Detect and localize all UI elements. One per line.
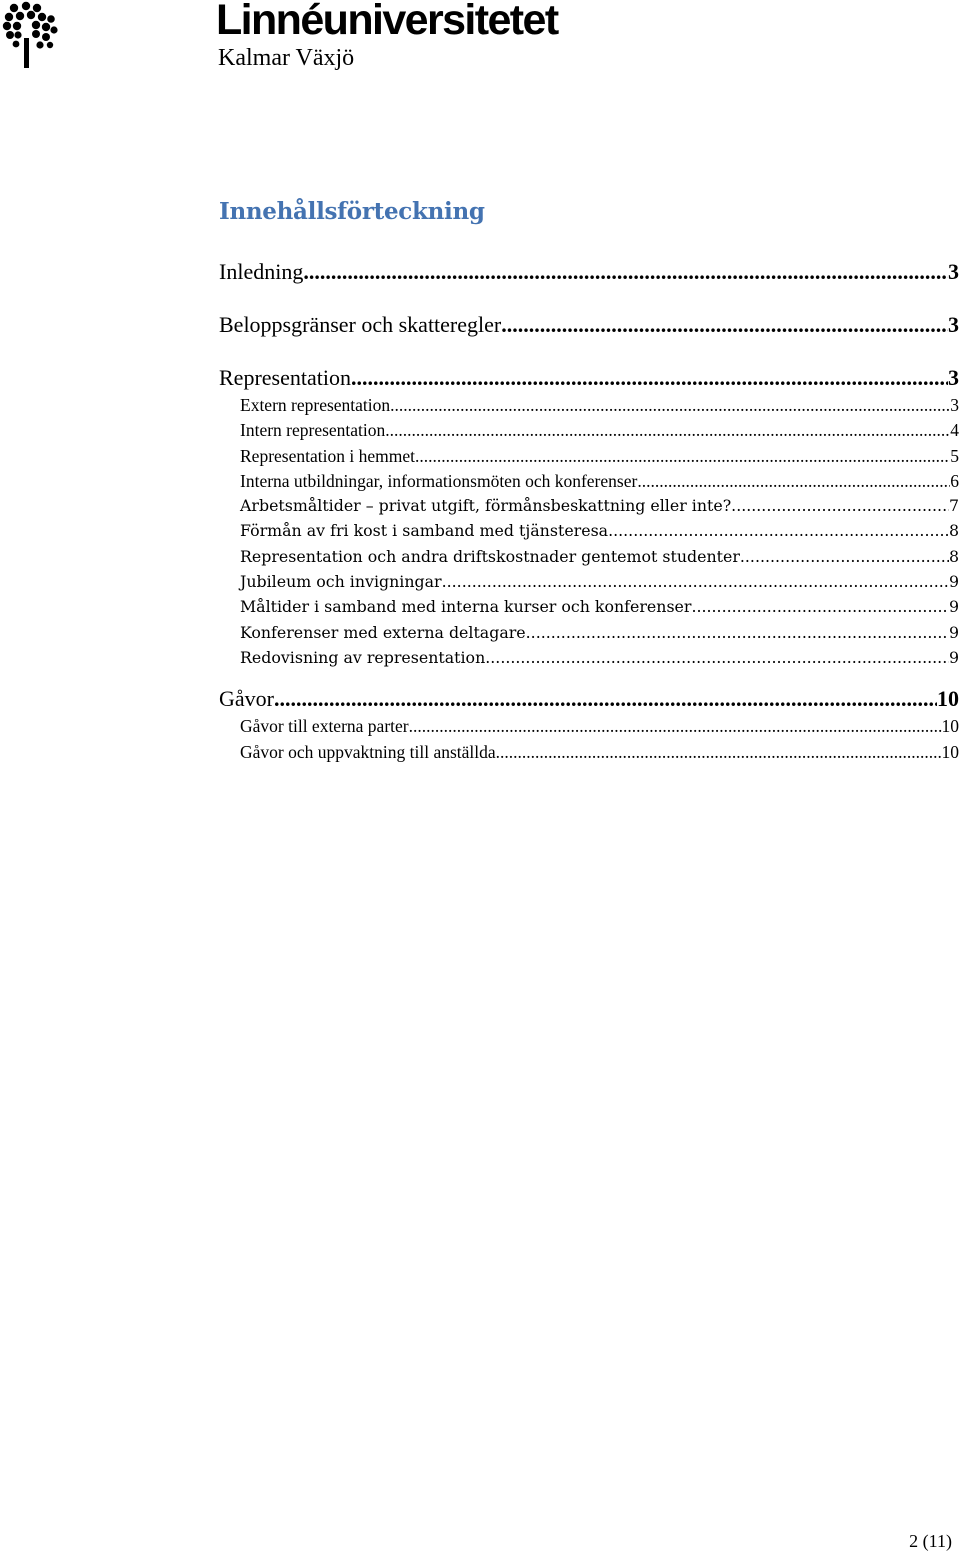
toc-dot-leader xyxy=(731,495,949,517)
toc-subentry-page: 9 xyxy=(948,597,959,617)
page-number: 2 (11) xyxy=(909,1531,952,1551)
toc-subentry[interactable] xyxy=(219,495,959,520)
toc-subentry-page: 10 xyxy=(941,741,959,762)
toc-title: Innehållsförteckning xyxy=(219,198,485,225)
toc-subentry[interactable] xyxy=(219,647,959,672)
toc-dot-leader xyxy=(303,258,948,286)
toc-subentry[interactable] xyxy=(219,715,959,740)
toc-subentry-label: Arbetsmåltider – privat utgift, förmånsbeskattning eller inte? xyxy=(240,496,732,516)
toc-subentry-label: Representation i hemmet xyxy=(240,445,415,466)
toc-dot-leader xyxy=(390,394,950,416)
toc-dot-leader xyxy=(415,445,950,467)
toc-dot-leader xyxy=(385,419,950,441)
toc-subentry-page: 4 xyxy=(950,420,959,441)
toc-entry-page: 3 xyxy=(948,365,959,390)
toc-subentry-label: Redovisning av representation xyxy=(240,647,486,667)
toc-dot-leader xyxy=(637,470,950,492)
toc-dot-leader xyxy=(608,520,949,542)
toc-entry-label: Gåvor xyxy=(219,686,274,712)
toc-entry-label: Beloppsgränser och skatteregler xyxy=(219,312,502,337)
toc-entry-inledning[interactable] xyxy=(219,258,959,311)
toc-entry-representation[interactable] xyxy=(219,364,959,394)
toc-subentry-page: 10 xyxy=(941,716,959,737)
toc-subentry-label: Representation och andra driftskostnader gentemot studenter xyxy=(240,546,740,566)
toc-dot-leader xyxy=(409,715,942,737)
toc-dot-leader xyxy=(691,596,948,618)
toc-subentry[interactable] xyxy=(219,520,959,545)
toc-dot-leader xyxy=(526,622,949,644)
toc-subentry-label: Extern representation xyxy=(240,395,391,415)
toc-subentry-page: 9 xyxy=(948,647,959,667)
toc-subentry-label: Interna utbildningar, informationsmöten och konferenser xyxy=(240,470,638,491)
toc-subentry-label: Gåvor och uppvaktning till anställda xyxy=(240,741,496,762)
toc-entry-label: Representation xyxy=(219,365,351,390)
toc-subentry-label: Måltider i samband med interna kurser och konferenser xyxy=(240,597,692,617)
toc-subentry[interactable] xyxy=(219,394,959,419)
toc-subentry-page: 8 xyxy=(948,546,959,566)
toc-entry-label: Inledning xyxy=(219,259,304,284)
toc-subentry-label: Intern representation xyxy=(240,420,386,441)
table-of-contents xyxy=(219,258,959,766)
toc-subentry[interactable] xyxy=(219,596,959,621)
toc-dot-leader xyxy=(496,741,942,763)
toc-subentry-label: Förmån av fri kost i samband med tjänsteresa xyxy=(240,521,609,541)
toc-subentry[interactable] xyxy=(219,622,959,647)
toc-subentry-label: Konferenser med externa deltagare xyxy=(240,622,526,642)
toc-dot-leader xyxy=(351,364,948,392)
toc-subentry-page: 7 xyxy=(948,496,959,516)
toc-subentry-page: 8 xyxy=(948,521,959,541)
toc-subentry[interactable] xyxy=(219,419,959,444)
toc-entry-gavor[interactable] xyxy=(219,685,959,715)
toc-dot-leader xyxy=(485,647,949,669)
toc-dot-leader xyxy=(442,571,949,593)
toc-entry-page: 3 xyxy=(948,312,959,337)
toc-subentry[interactable] xyxy=(219,445,959,470)
logo-subtitle: Kalmar Växjö xyxy=(218,45,355,71)
toc-entry-page: 3 xyxy=(948,259,959,284)
toc-subentry-label: Gåvor till externa parter xyxy=(240,716,409,737)
toc-subentry[interactable] xyxy=(219,470,959,495)
tree-icon xyxy=(2,0,60,70)
toc-subentry-page: 6 xyxy=(950,470,959,491)
toc-subentry[interactable] xyxy=(219,571,959,596)
logo-wordmark: Linnéuniversitetet xyxy=(216,0,558,44)
toc-dot-leader xyxy=(501,311,948,339)
toc-subentry-page: 9 xyxy=(948,622,959,642)
toc-subentry-page: 5 xyxy=(950,445,959,466)
toc-subentry[interactable] xyxy=(219,741,959,766)
toc-subentry-page: 3 xyxy=(950,395,959,415)
toc-subentry-page: 9 xyxy=(948,572,959,592)
section-gap xyxy=(219,672,959,685)
toc-dot-leader xyxy=(274,685,937,713)
university-logo xyxy=(2,0,602,75)
toc-subentry-label: Jubileum och invigningar xyxy=(240,572,442,592)
toc-entry-beloppsgranser[interactable] xyxy=(219,311,959,364)
toc-entry-page: 10 xyxy=(937,686,959,712)
toc-subentry[interactable] xyxy=(219,546,959,571)
toc-dot-leader xyxy=(740,546,949,568)
